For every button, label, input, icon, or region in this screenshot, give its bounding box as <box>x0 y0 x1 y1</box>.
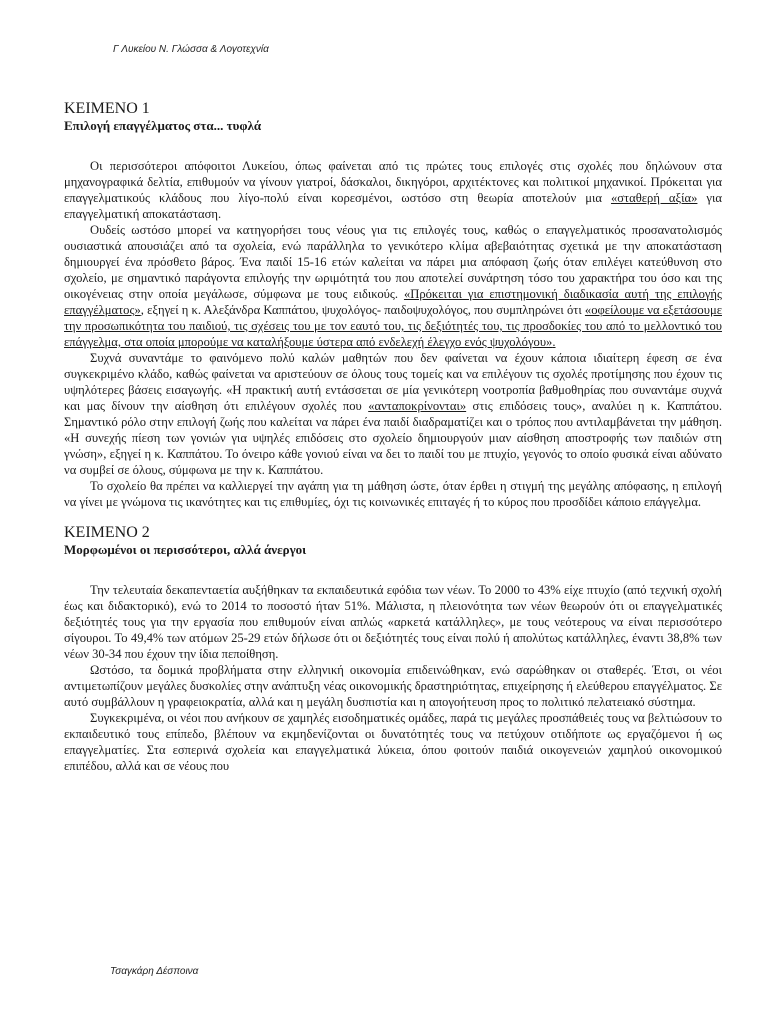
text-1-p1-part-b: για επαγγελματική αποκατάσταση. <box>64 191 722 221</box>
text-1-p3-underlined: «ανταποκρίνονται» <box>368 399 467 413</box>
text-2-paragraph-2: Ωστόσο, τα δομικά προβλήματα στην ελληνική οικονομία επιδεινώθηκαν, ενώ σαρώθηκαν οι σταθερές. Έτσι, οι νέοι αντιμετωπίζουν μεγάλες δυσκολίες στην ανάπτυξη νέας οικονομικής δραστηριότητας, επιχείρησης ή ελεύθερου επαγγέλματος. Σε αυτό συμβάλλουν η γραφειοκρατία, αλλά και η μεγάλη δυσπιστία και η απογοήτευση προς το πολιτικό πελατειακό σύστημα. <box>64 663 722 709</box>
text-1-paragraph-4: Το σχολείο θα πρέπει να καλλιεργεί την αγάπη για τη μάθηση ώστε, όταν έρθει η στιγμή της μεγάλης απόφασης, η επιλογή να γίνει με γνώμονα τις ικανότητες και τις επιθυμίες, όχι τις κοινωνικές επιταγές ή το κύρος που προσδίδει κάποιο επάγγελμα. <box>64 479 722 509</box>
text-1-heading: ΚΕΙΜΕΝΟ 1 <box>64 100 150 117</box>
document-body <box>64 100 722 774</box>
text-1 <box>64 100 722 510</box>
text-2 <box>64 524 722 774</box>
text-1-p2-underlined-2: «οφείλουμε να εξετάσουμε την προσωπικότητα του παιδιού, τις σχέσεις του με τον εαυτό του, τις δεξιότητές του, τις προσδοκίες του από το μελλοντικό του επάγγελμα, στα οποία μπορούμε να καταλήξουμε ύστερα από ενδελεχή έλεγχο ενός ψυχολόγου» <box>64 303 722 349</box>
page-footer: Τσαγκάρη Δέσποινα <box>110 966 199 977</box>
page-header: Γ Λυκείου Ν. Γλώσσα & Λογοτεχνία <box>113 44 269 55</box>
text-1-paragraph-3 <box>64 350 722 478</box>
text-1-p1-part-a: Οι περισσότεροι απόφοιτοι Λυκείου, όπως φαίνεται από τις πρώτες τους επιλογές στις σχολές που δηλώνουν στα μηχανογραφικά δελτία, επιθυμούν να γίνουν γιατροί, δάσκαλοι, δικηγόροι, αρχιτέκτονες και πολιτικοί μηχανικοί. Πρόκειται για επαγγελματικούς κλάδους που λίγο-πολύ είναι κορεσμένοι, ωστόσο στη θεωρία αποτελούν μια <box>64 159 722 205</box>
text-1-p2-part-b: , εξηγεί η κ. Αλεξάνδρα Καππάτου, ψυχολόγος- παιδοψυχολόγος, που συμπληρώνει ότι <box>140 303 585 317</box>
text-1-p1-underlined: «σταθερή αξία» <box>610 191 698 205</box>
text-1-subtitle: Επιλογή επαγγέλματος στα... τυφλά <box>64 118 262 133</box>
text-1-paragraph-2 <box>64 222 722 350</box>
text-1-p2-underlined-1: «Πρόκειται για επιστημονική διαδικασία αυτή της επιλογής επαγγέλματος» <box>64 287 722 317</box>
text-2-paragraph-1: Την τελευταία δεκαπενταετία αυξήθηκαν τα εκπαιδευτικά εφόδια των νέων. Το 2000 το 43% είχε πτυχίο (από τεχνική σχολή έως και διδακτορικό), ενώ το 2014 το ποσοστό ήταν 51%. Μάλιστα, η πλειονότητα των νέων θεωρούν ότι οι επαγγελματικές δεξιότητές τους για την εργασία που επιθυμούν είναι απλώς «αρκετά κατάλληλες», με τους νεότερους να είναι περισσότερο σίγουροι. Το 49,4% των ατόμων 25-29 ετών δήλωσε ότι οι δεξιότητές τους είναι πολύ ή απολύτως κατάλληλες, έναντι 38,8% των νέων 30-34 που έχουν την ίδια πεποίθηση. <box>64 583 722 661</box>
text-1-p3-part-a: Συχνά συναντάμε το φαινόμενο πολύ καλών μαθητών που δεν φαίνεται να έχουν κάποια ιδιαίτερη έφεση σε ένα συγκεκριμένο κλάδο, καθώς φαίνεται να αριστεύουν σε όλους τους τομείς και να επιλέγουν τις σχολές προτίμησης που έχουν τις υψηλότερες βάσεις εισαγωγής. «Η πρακτική αυτή εντάσσεται σε μία γενικότερη νοοτροπία βαθμοθηρίας που συναντάμε συχνά και μας δίνουν την αίσθηση ότι επιλέγουν σχολές που <box>64 351 722 413</box>
text-1-p2-part-c: . <box>552 335 556 349</box>
text-1-p2-part-a: Ουδείς ωστόσο μπορεί να κατηγορήσει τους νέους για τις επιλογές τους, καθώς ο επαγγελματικός προσανατολισμός ουσιαστικά απουσιάζει από τα σχολεία, ενώ παράλληλα το γενικότερο κλίμα αβεβαιότητας σχετικά με την αποκατάσταση δημιουργεί ένα πρόσθετο βάρος. Ένα παιδί 15-16 ετών καλείται να πάρει μια απόφαση ζωής όταν επιλέγει κατεύθυνση στο σχολείο, με σημαντικό παράγοντα επιλογής την ωριμότητά του που αποτελεί συνάρτηση τόσο του χαρακτήρα του όσο και της οικογένειας στην οποία μεγάλωσε, σύμφωνα με τους ειδικούς. <box>64 223 722 301</box>
text-2-paragraph-3: Συγκεκριμένα, οι νέοι που ανήκουν σε χαμηλές εισοδηματικές ομάδες, παρά τις μεγάλες προσπάθειές τους να βελτιώσουν το εκπαιδευτικό τους επίπεδο, βλέπουν να εκμηδενίζονται οι δυνατότητές τους να πετύχουν οτιδήποτε ως εργαζόμενοι ή ως επαγγελματίες. Στα εσπερινά σχολεία και επαγγελματικά λύκεια, όπου φοιτούν παιδιά οικογενειών χαμηλού οικονομικού επιπέδου, αλλά και σε νέους που <box>64 711 722 773</box>
text-2-heading: ΚΕΙΜΕΝΟ 2 <box>64 524 150 541</box>
text-1-paragraph-1 <box>64 158 722 222</box>
text-1-p3-part-b: στις επιδόσεις τους», αναλύει η κ. Καππάτου. Σημαντικό ρόλο στην επιλογή ζωής που καλείται να πάρει ένα παιδί διαδραματίζει και ο τρόπος που αντιλαμβάνεται την μάθηση. «Η συνεχής πίεση των γονιών για υψηλές επιδόσεις στο σχολείο δημιουργούν μιαν αίσθηση αποστροφής των παιδιών στη γνώση», εξηγεί η κ. Καππάτου. Το όνειρο κάθε γονιού είναι να δει το παιδί του με πτυχίο, γεγονός το οποίο φυσικά είναι αδύνατο να συμβεί σε όλους, σύμφωνα με την κ. Καππάτου. <box>64 399 722 477</box>
text-2-subtitle: Μορφωμένοι οι περισσότεροι, αλλά άνεργοι <box>64 542 307 557</box>
